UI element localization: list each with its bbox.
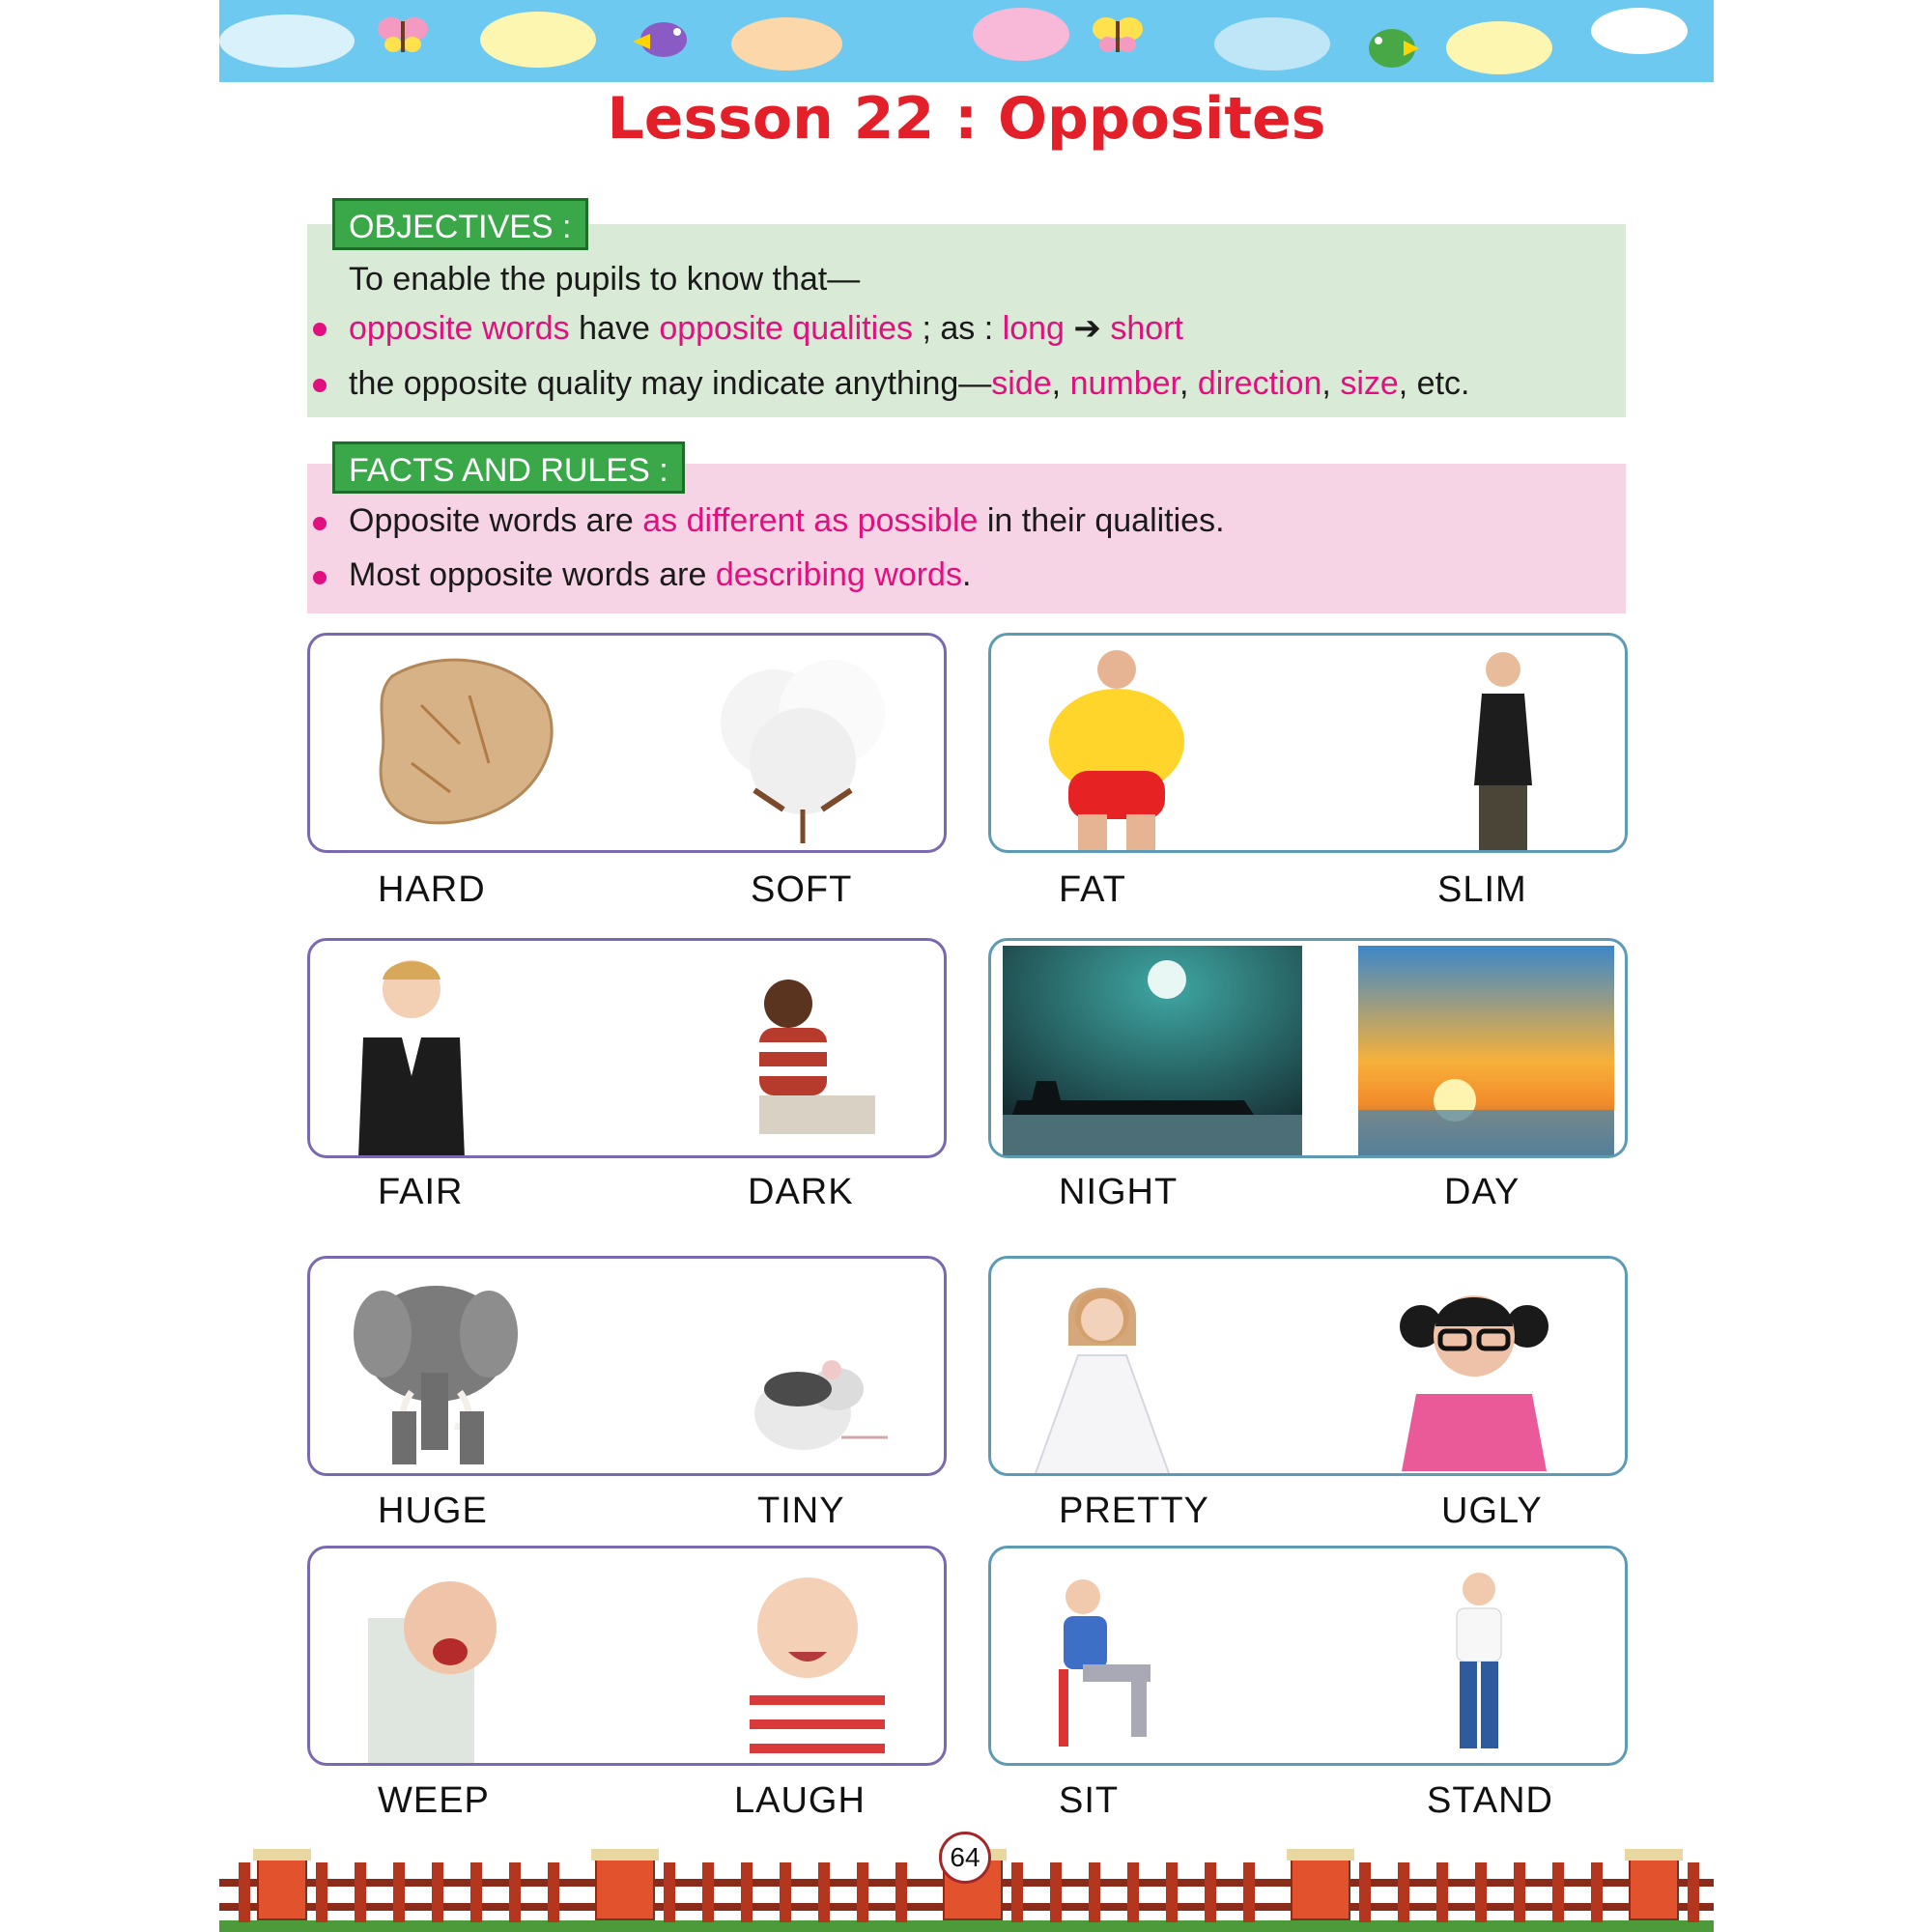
word-hard: HARD (378, 869, 486, 910)
fair-boy-image (349, 951, 474, 1158)
stone-image (354, 647, 566, 840)
picture-card-night-day (988, 938, 1628, 1158)
bullet-icon (313, 517, 327, 530)
picture-card-fair-dark (307, 938, 947, 1158)
laughing-baby-image (740, 1560, 895, 1763)
ugly-girl-image (1397, 1278, 1551, 1471)
page-title: Lesson 22 : Opposites (607, 85, 1326, 153)
word-huge: HUGE (378, 1491, 488, 1531)
facts-point-2: Most opposite words are describing words. (349, 556, 972, 593)
sky-header-decoration (219, 0, 1714, 82)
workbook-page (219, 0, 1714, 1932)
arrow-icon: ➔ (1073, 310, 1101, 347)
dark-child-image (730, 970, 885, 1153)
word-sit: SIT (1059, 1780, 1120, 1821)
standing-boy-image (1435, 1568, 1522, 1761)
cotton-image (696, 645, 919, 848)
fat-woman-image (1035, 645, 1199, 853)
picture-card-fat-slim (988, 633, 1628, 853)
night-sea-image (1003, 946, 1302, 1156)
word-stand: STAND (1427, 1780, 1553, 1821)
word-night: NIGHT (1059, 1172, 1179, 1212)
sunrise-image (1358, 946, 1614, 1156)
bullet-icon (313, 323, 327, 336)
bird-icon (625, 14, 693, 63)
word-fair: FAIR (378, 1172, 464, 1212)
word-dark: DARK (748, 1172, 854, 1212)
butterfly-icon (1089, 12, 1147, 60)
slim-woman-image (1445, 640, 1561, 853)
word-tiny: TINY (757, 1491, 845, 1531)
rat-image (745, 1346, 890, 1462)
word-ugly: UGLY (1441, 1491, 1543, 1531)
word-pretty: PRETTY (1059, 1491, 1209, 1531)
word-day: DAY (1444, 1172, 1520, 1212)
word-laugh: LAUGH (734, 1780, 866, 1821)
elephant-image (354, 1266, 518, 1469)
pretty-girl-image (1025, 1273, 1179, 1476)
picture-card-huge-tiny (307, 1256, 947, 1476)
word-soft: SOFT (751, 869, 853, 910)
sitting-boy-image (1054, 1573, 1160, 1756)
objectives-point-1: opposite words have opposite qualities ; as : long ➔ short (349, 310, 1183, 347)
objectives-heading: OBJECTIVES : (332, 198, 588, 250)
crying-baby-image (368, 1560, 523, 1763)
facts-heading: FACTS AND RULES : (332, 441, 685, 494)
page-number: 64 (939, 1832, 991, 1884)
bird-icon (1359, 19, 1427, 72)
picture-card-pretty-ugly (988, 1256, 1628, 1476)
word-fat: FAT (1059, 869, 1126, 910)
word-weep: WEEP (378, 1780, 490, 1821)
picture-card-weep-laugh (307, 1546, 947, 1766)
bullet-icon (313, 379, 327, 392)
facts-point-1: Opposite words are as different as possible in their qualities. (349, 502, 1225, 539)
picture-card-hard-soft (307, 633, 947, 853)
picture-card-sit-stand (988, 1546, 1628, 1766)
butterfly-icon (374, 12, 432, 60)
objectives-intro: To enable the pupils to know that— (349, 261, 861, 298)
word-slim: SLIM (1437, 869, 1527, 910)
objectives-point-2: the opposite quality may indicate anything—side, number, direction, size, etc. (349, 365, 1470, 402)
bullet-icon (313, 571, 327, 584)
